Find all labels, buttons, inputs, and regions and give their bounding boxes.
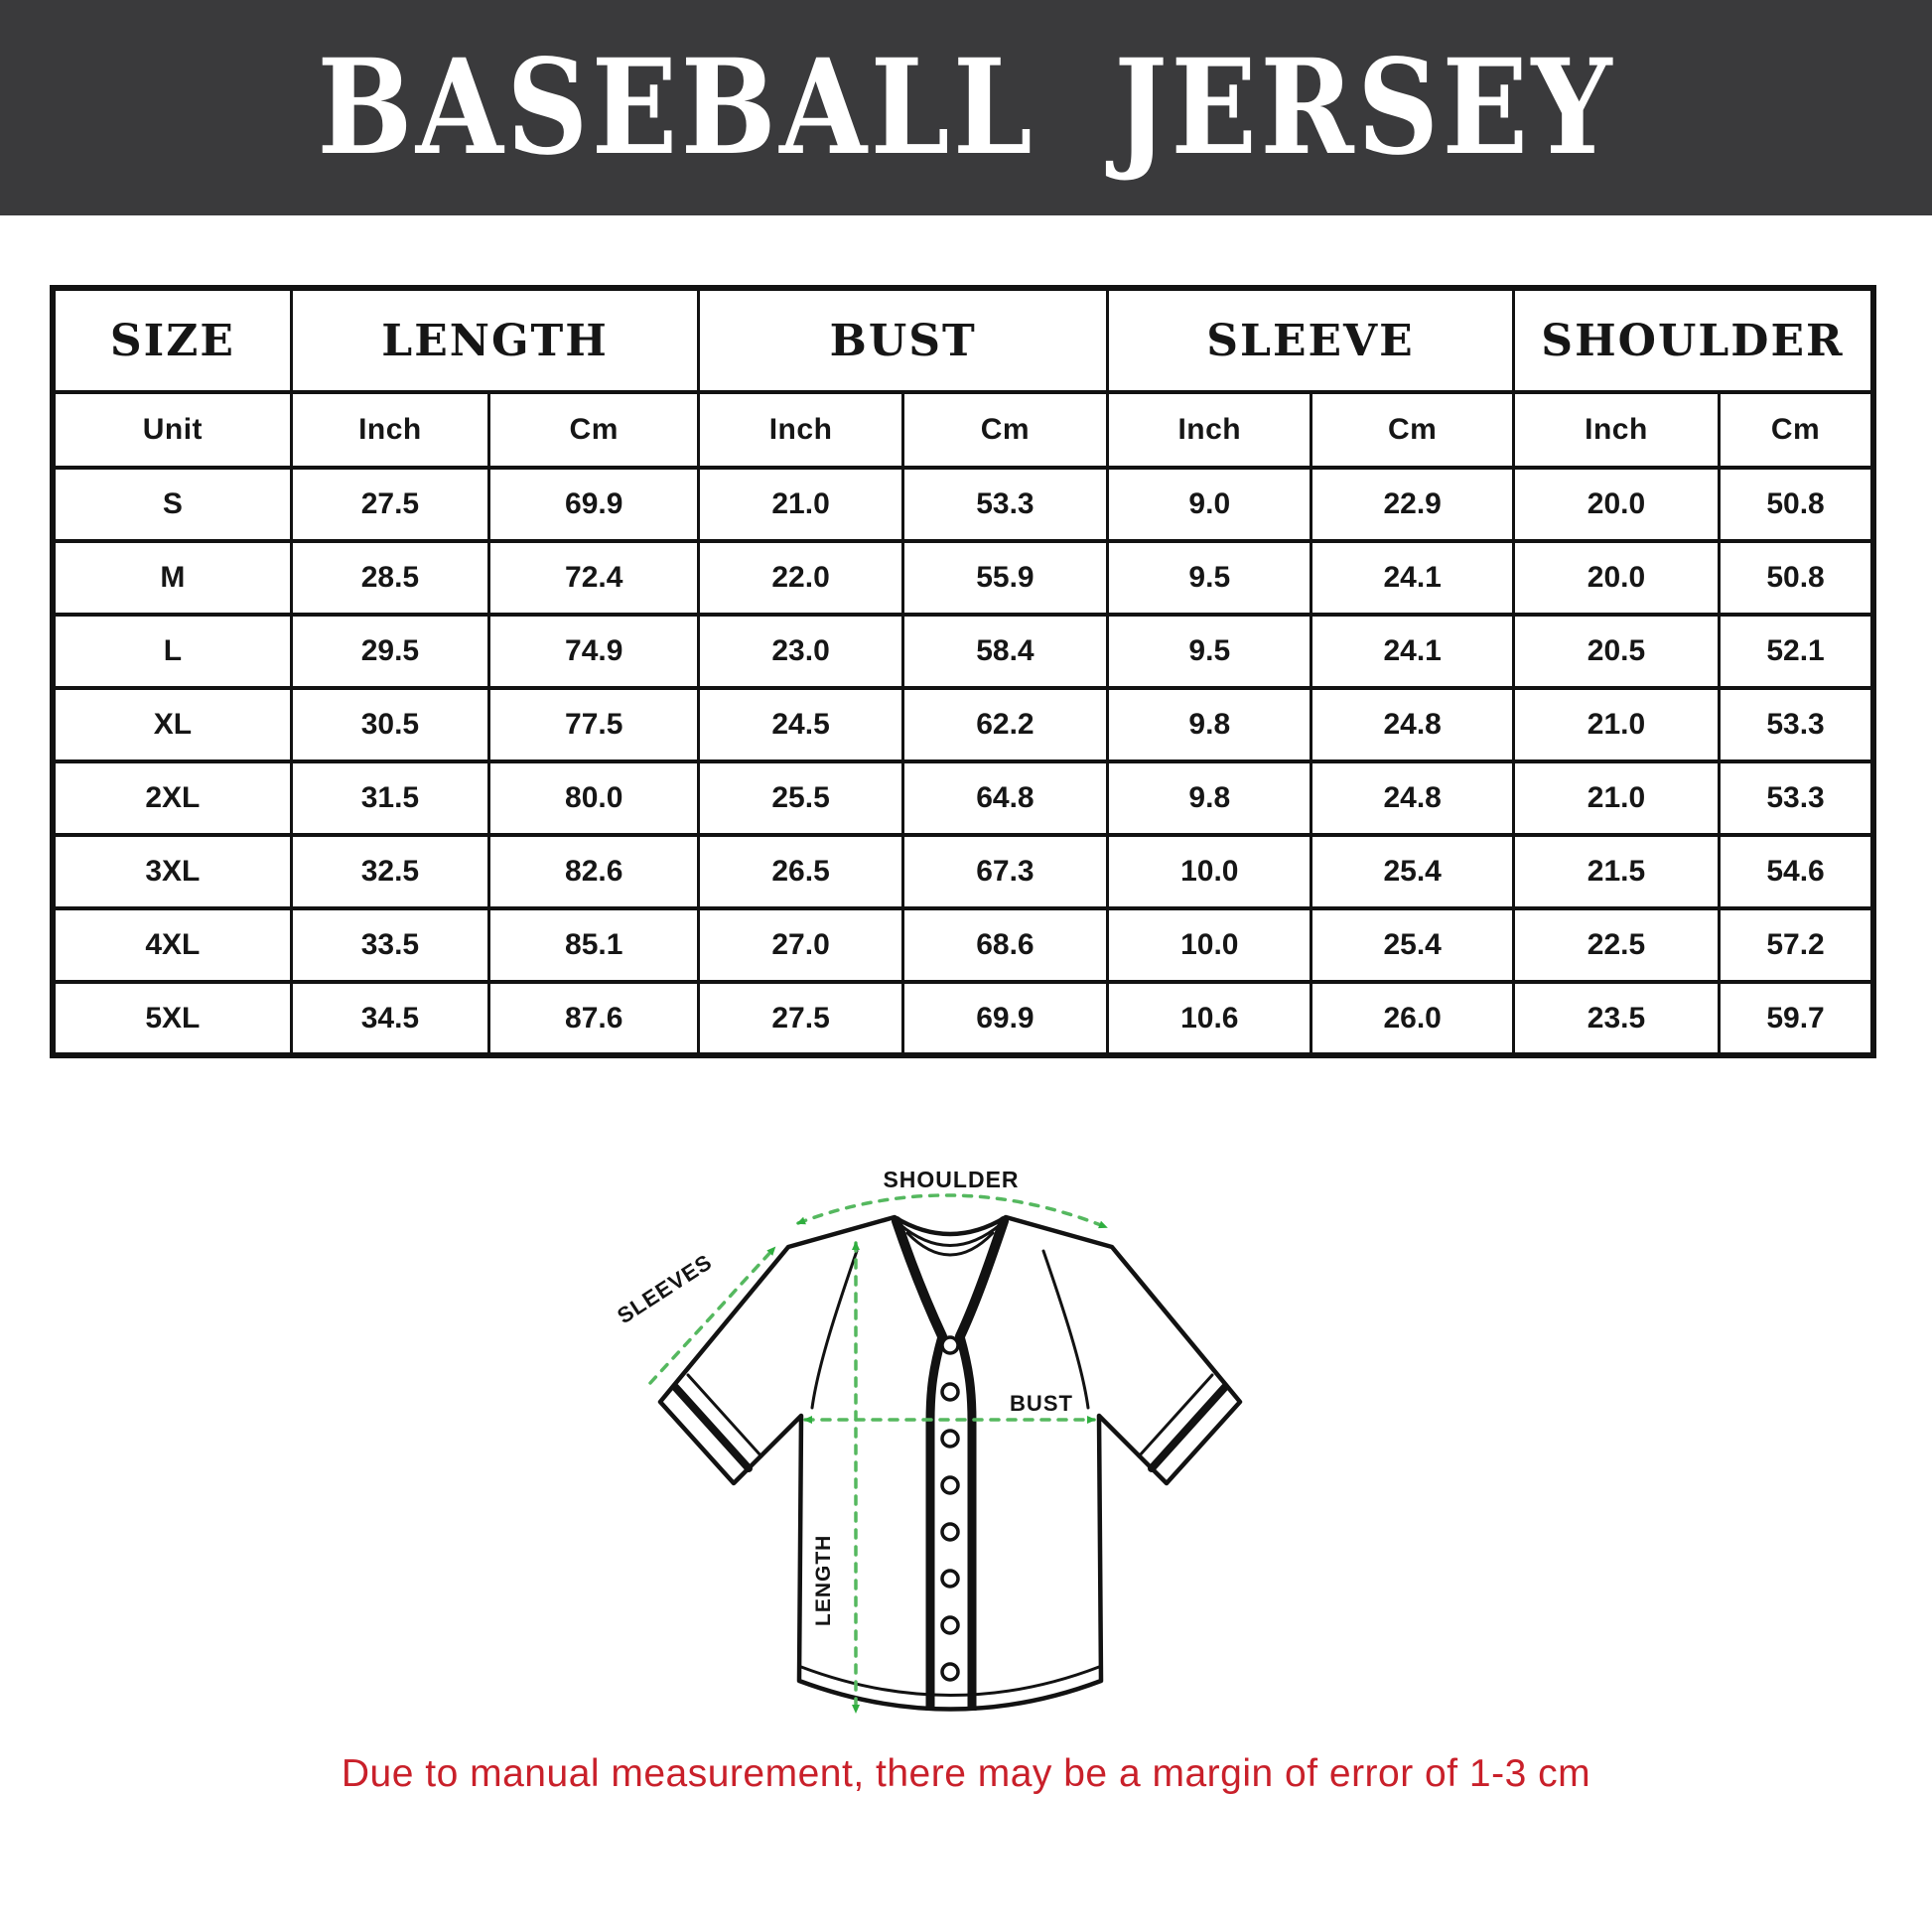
button-icon <box>942 1337 958 1353</box>
measurement-cell: 22.9 <box>1311 468 1513 541</box>
measurement-cell: 10.6 <box>1108 982 1311 1055</box>
measurement-cell: 25.4 <box>1311 908 1513 982</box>
measurement-cell: 53.3 <box>1720 761 1873 835</box>
column-header-shoulder: SHOULDER <box>1513 288 1873 392</box>
measurement-cell: 24.5 <box>699 688 902 761</box>
measurement-cell: 27.0 <box>699 908 902 982</box>
button-icon <box>942 1617 958 1633</box>
measurement-cell: 72.4 <box>489 541 699 615</box>
measurement-cell: 26.5 <box>699 835 902 908</box>
size-row-4xl <box>53 908 1873 982</box>
unit-cell-inch-7: Inch <box>1513 392 1719 468</box>
measurement-cell: 27.5 <box>699 982 902 1055</box>
unit-cell-inch-5: Inch <box>1108 392 1311 468</box>
button-icon <box>942 1477 958 1493</box>
shoulder-label: SHOULDER <box>883 1167 1020 1192</box>
column-header-sleeve: SLEEVE <box>1108 288 1514 392</box>
measurement-cell: 26.0 <box>1311 982 1513 1055</box>
jersey-measurement-diagram <box>604 1142 1299 1757</box>
measurement-cell: 9.8 <box>1108 688 1311 761</box>
shoulder-measure-arrow <box>798 1195 1106 1227</box>
measurement-cell: 25.5 <box>699 761 902 835</box>
unit-cell-cm-8: Cm <box>1720 392 1873 468</box>
measurement-cell: 30.5 <box>291 688 488 761</box>
size-chart-table <box>50 285 1876 1058</box>
page-title: BASEBALL JERSEY <box>317 31 1615 185</box>
measurement-cell: 24.8 <box>1311 761 1513 835</box>
measurement-cell: 10.0 <box>1108 835 1311 908</box>
measurement-cell: 24.1 <box>1311 615 1513 688</box>
size-label: 5XL <box>53 982 291 1055</box>
unit-row-label: Unit <box>53 392 291 468</box>
measurement-cell: 21.0 <box>1513 761 1719 835</box>
measurement-cell: 85.1 <box>489 908 699 982</box>
measurement-note: Due to manual measurement, there may be a margin of error of 1-3 cm <box>341 1752 1591 1795</box>
size-row-xl <box>53 688 1873 761</box>
size-label: 3XL <box>53 835 291 908</box>
measurement-cell: 9.8 <box>1108 761 1311 835</box>
measurement-cell: 74.9 <box>489 615 699 688</box>
measurement-cell: 52.1 <box>1720 615 1873 688</box>
length-label: LENGTH <box>812 1534 835 1626</box>
measurement-cell: 34.5 <box>291 982 488 1055</box>
size-label: L <box>53 615 291 688</box>
button-icon <box>942 1571 958 1587</box>
measurement-cell: 23.5 <box>1513 982 1719 1055</box>
measurement-cell: 24.1 <box>1311 541 1513 615</box>
jersey-diagram-svg <box>604 1142 1299 1757</box>
column-header-size: SIZE <box>53 288 291 392</box>
size-row-3xl <box>53 835 1873 908</box>
measurement-cell: 20.0 <box>1513 468 1719 541</box>
measurement-cell: 31.5 <box>291 761 488 835</box>
size-label: XL <box>53 688 291 761</box>
unit-row <box>53 392 1873 468</box>
measurement-cell: 25.4 <box>1311 835 1513 908</box>
measurement-cell: 87.6 <box>489 982 699 1055</box>
unit-cell-cm-2: Cm <box>489 392 699 468</box>
size-row-2xl <box>53 761 1873 835</box>
measurement-cell: 20.0 <box>1513 541 1719 615</box>
measurement-cell: 53.3 <box>902 468 1107 541</box>
unit-cell-cm-6: Cm <box>1311 392 1513 468</box>
measurement-cell: 22.5 <box>1513 908 1719 982</box>
bust-label: BUST <box>1010 1391 1073 1416</box>
measurement-cell: 9.5 <box>1108 541 1311 615</box>
measurement-cell: 50.8 <box>1720 541 1873 615</box>
measurement-cell: 62.2 <box>902 688 1107 761</box>
measurement-cell: 67.3 <box>902 835 1107 908</box>
button-icon <box>942 1384 958 1400</box>
unit-cell-inch-1: Inch <box>291 392 488 468</box>
measurement-cell: 57.2 <box>1720 908 1873 982</box>
button-icon <box>942 1664 958 1680</box>
measurement-cell: 21.5 <box>1513 835 1719 908</box>
measurement-cell: 82.6 <box>489 835 699 908</box>
measurement-cell: 53.3 <box>1720 688 1873 761</box>
column-header-length: LENGTH <box>291 288 699 392</box>
measurement-cell: 58.4 <box>902 615 1107 688</box>
measurement-cell: 9.5 <box>1108 615 1311 688</box>
size-row-m <box>53 541 1873 615</box>
measurement-cell: 21.0 <box>1513 688 1719 761</box>
measurement-cell: 68.6 <box>902 908 1107 982</box>
measurement-cell: 22.0 <box>699 541 902 615</box>
measurement-cell: 33.5 <box>291 908 488 982</box>
measurement-cell: 10.0 <box>1108 908 1311 982</box>
jersey-outline-drawing <box>660 1217 1240 1711</box>
measurement-cell: 32.5 <box>291 835 488 908</box>
measurement-cell: 21.0 <box>699 468 902 541</box>
size-label: M <box>53 541 291 615</box>
unit-cell-cm-4: Cm <box>902 392 1107 468</box>
size-row-s <box>53 468 1873 541</box>
measurement-cell: 50.8 <box>1720 468 1873 541</box>
measurement-cell: 80.0 <box>489 761 699 835</box>
measurement-cell: 27.5 <box>291 468 488 541</box>
measurement-cell: 69.9 <box>489 468 699 541</box>
measurement-cell: 23.0 <box>699 615 902 688</box>
size-row-5xl <box>53 982 1873 1055</box>
size-row-l <box>53 615 1873 688</box>
size-label: 4XL <box>53 908 291 982</box>
measurement-cell: 64.8 <box>902 761 1107 835</box>
size-label: 2XL <box>53 761 291 835</box>
unit-cell-inch-3: Inch <box>699 392 902 468</box>
measurement-cell: 77.5 <box>489 688 699 761</box>
sleeves-label: SLEEVES <box>613 1249 717 1329</box>
column-header-bust: BUST <box>699 288 1108 392</box>
size-label: S <box>53 468 291 541</box>
measurement-cell: 29.5 <box>291 615 488 688</box>
measurement-cell: 28.5 <box>291 541 488 615</box>
button-icon <box>942 1524 958 1540</box>
button-icon <box>942 1431 958 1447</box>
table-header-row <box>53 288 1873 392</box>
measurement-cell: 24.8 <box>1311 688 1513 761</box>
measurement-cell: 9.0 <box>1108 468 1311 541</box>
measurement-cell: 20.5 <box>1513 615 1719 688</box>
measurement-cell: 55.9 <box>902 541 1107 615</box>
measurement-cell: 59.7 <box>1720 982 1873 1055</box>
measurement-cell: 54.6 <box>1720 835 1873 908</box>
measurement-cell: 69.9 <box>902 982 1107 1055</box>
header-banner <box>0 0 1932 215</box>
